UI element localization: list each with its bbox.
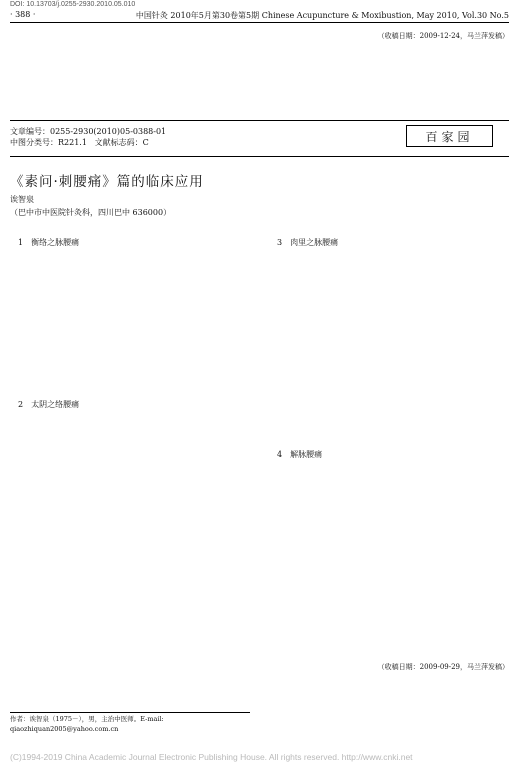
author-name: 诶智泉: [10, 195, 34, 204]
article-signoff: （收稿日期：2009-09-29，马兰萍发稿）: [377, 663, 509, 672]
metadata-divider: [10, 156, 509, 157]
article-metadata: [10, 126, 166, 148]
previous-article-left-column: [10, 30, 250, 42]
section-divider: [10, 120, 509, 121]
author-footnote: 作者：诶智泉（1975－），男，主治中医师。E-mail: qiaozhiquan2005@yahoo.com.cn: [10, 712, 250, 734]
author-affiliation: （巴中市中医院针灸科，四川巴中 636000）: [10, 208, 172, 217]
class-number: 中图分类号：R221.1: [10, 138, 87, 147]
journal-info: 中国针灸 2010年5月第30卷第5期 Chinese Acupuncture & Moxibustion, May 2010, Vol.30 No.5: [135, 11, 509, 20]
section-heading: 3 肉里之脉腰痛: [277, 238, 339, 247]
body-right-column: [269, 236, 509, 674]
classification-line: [10, 137, 166, 148]
article-number: 文章编号：0255-2930(2010)05-0388-01: [10, 127, 167, 136]
previous-article-signoff: （收稿日期：2009-12-24，马兰萍发稿）: [377, 32, 509, 40]
section-heading: 1 衡络之脉腰痛: [18, 238, 80, 247]
column-label-box: 百家园: [406, 125, 493, 147]
running-header: [10, 10, 509, 23]
document-code: 文献标志码：C: [94, 138, 149, 147]
cnki-watermark: (C)1994-2019 China Academic Journal Electronic Publishing House. All rights reserved. http://www.cnki.net: [10, 752, 413, 762]
previous-article-right-column: [269, 30, 509, 42]
section-heading: 2 太阴之络腰痛: [18, 400, 80, 410]
body-left-column: [10, 236, 250, 674]
article-title: 《素问·刺腰痛》篇的临床应用: [10, 174, 204, 190]
section-heading: 4 解脉腰痛: [277, 450, 323, 460]
previous-article-tail: [10, 30, 509, 42]
doi-line: DOI: 10.13703/j.0255-2930.2010.05.010: [10, 1, 136, 8]
article-body: [10, 236, 509, 674]
page-number: · 388 ·: [10, 10, 36, 19]
